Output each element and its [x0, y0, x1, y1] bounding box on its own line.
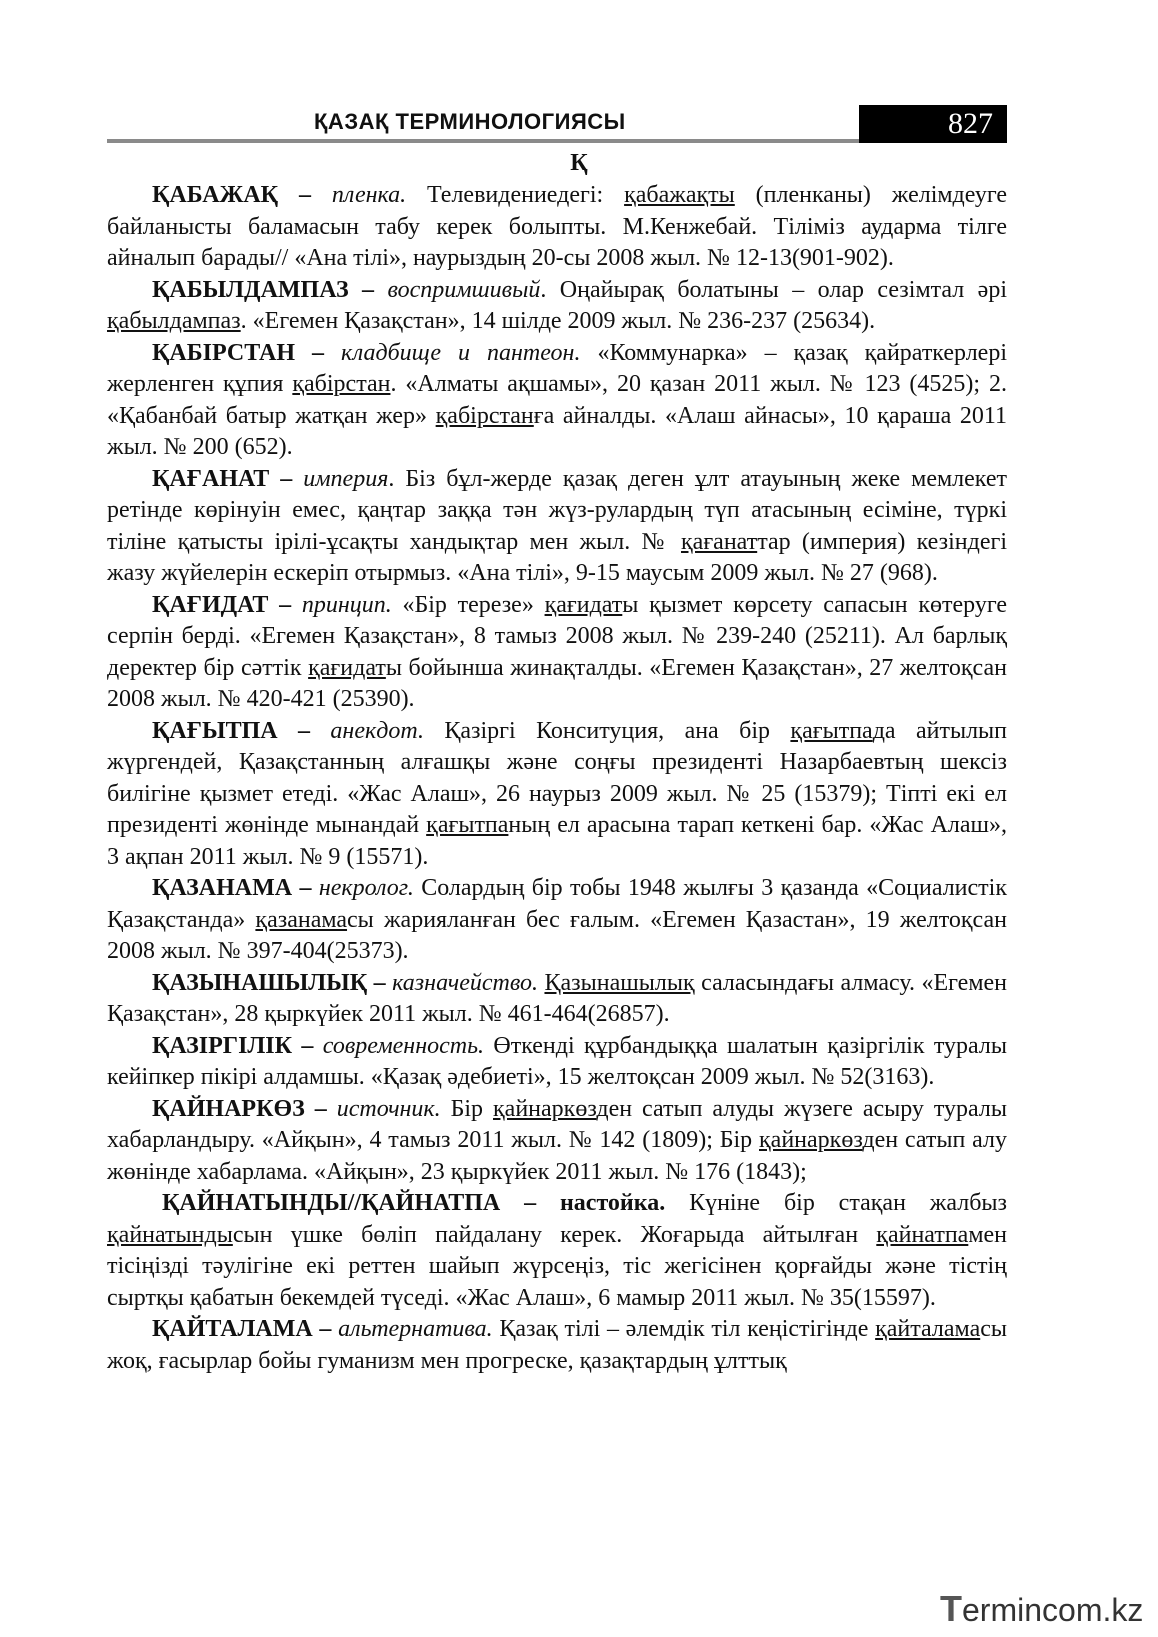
underlined-term-usage: қағытпа — [790, 717, 873, 744]
dictionary-entry — [107, 1314, 1007, 1377]
entry-dash: – — [292, 1032, 323, 1059]
entry-term: ҚАҒЫТПА — [152, 717, 278, 744]
entry-text: «Коммунарка» – қазақ қайраткерлері жерленген құпия — [107, 339, 1008, 397]
entry-term: ҚАЗІРГІЛІК — [152, 1032, 293, 1059]
entry-translation: некролог. — [318, 875, 414, 901]
entry-dash: – — [269, 465, 304, 492]
dictionary-entry — [107, 968, 1007, 1031]
entry-translation: воспримшивый — [387, 276, 541, 303]
entry-dash: – — [277, 717, 331, 744]
underlined-term-usage: қабажақты — [624, 182, 735, 208]
header-rule — [107, 139, 859, 143]
underlined-term-usage: қабірстан — [435, 402, 534, 429]
entry-text: «Бір терезе» — [391, 591, 545, 618]
running-title: ҚАЗАҚ ТЕРМИНОЛОГИЯСЫ — [314, 109, 626, 134]
page-number: 827 — [948, 107, 993, 140]
entry-term: ҚАҒАНАТ — [152, 465, 270, 492]
entry-text: Телевидениедегі: — [406, 182, 625, 208]
underlined-term-usage: Қазынашылық — [544, 969, 695, 996]
entry-term: ҚАЙНАТЫНДЫ//ҚАЙНАТПА — [162, 1190, 501, 1216]
entry-dash: – — [292, 875, 319, 901]
dictionary-entry — [107, 873, 1007, 968]
entry-term: ҚАБІРСТАН — [152, 339, 296, 366]
termincom-logo — [940, 1588, 1144, 1629]
entry-dash: – — [268, 591, 302, 618]
dictionary-entry — [107, 338, 1007, 464]
dictionary-entry — [107, 1031, 1007, 1094]
page-header — [107, 105, 1007, 147]
entry-translation: анекдот. — [330, 717, 424, 744]
entry-translation: источник. — [336, 1095, 441, 1122]
entry-translation: казначейство. — [392, 969, 538, 996]
entry-text: Солардың бір тобы 1948 жылғы 3 қазанда «Социалистік Қазақстанда» — [107, 875, 1007, 933]
entry-text: ы қызмет көрсету сапасын көтеруге серпін берді. «Егемен Қазақстан», 8 тамыз 2008 жыл. № 239-240 (25211). Ал барлық деректер бір сәттік — [107, 591, 1008, 681]
entry-term: ҚАЙТАЛАМА — [152, 1316, 313, 1342]
underlined-term-usage: қазанама — [255, 906, 348, 933]
entry-text: ы бойынша жинақталды. «Егемен Қазақстан», 27 желтоқсан 2008 жыл. № 420-421 (25390). — [107, 654, 1007, 712]
dictionary-entries — [107, 180, 1007, 1377]
entry-term: ҚАЗАНАМА — [152, 875, 293, 901]
entry-text: Бір — [440, 1095, 493, 1122]
underlined-term-usage: қайнаркөз — [493, 1095, 597, 1122]
entry-term: ҚАБАЖАҚ — [152, 182, 279, 208]
entry-dash: – — [500, 1190, 560, 1216]
entry-text: (пленканы) желімдеуге байланысты баламасын табу керек болыпты. М.Кенжебай. Тіліміз аударма тілге айналып барады// «Ана тілі», наурыздың 20-сы 2008 жыл. № 12-13(901-902). — [107, 182, 1007, 271]
dictionary-entry — [107, 590, 1007, 716]
entry-translation: настойка. — [559, 1190, 666, 1216]
entry-term: ҚАЙНАРКӨЗ — [152, 1095, 305, 1122]
dictionary-entry — [107, 464, 1007, 590]
entry-text: Қазақ тілі – әлемдік тіл кеңістігінде — [492, 1316, 876, 1342]
entry-text: тар (империя) кезіндегі жазу жүйелерін ескеріп отырмыз. «Ана тілі», 9-15 маусым 2009 жыл. № 27 (968). — [107, 528, 1007, 586]
entry-text: . «Алматы ақшамы», 20 қазан 2011 жыл. № 123 (4525); 2. «Қабанбай батыр жатқан жер» — [107, 371, 1008, 429]
entry-text: мен тісіңізді тәулігіне екі реттен шайып жүрсеңіз, тіс жегісінен қорғайды және тістің сыртқы қабатын бекемдей түседі. «Жас Алаш», 6 мамыр 2011 жыл. № 35(15597). — [107, 1221, 1007, 1311]
entry-dash: – — [348, 276, 388, 303]
dictionary-entry — [107, 275, 1007, 338]
underlined-term-usage: қабылдампаз — [107, 308, 241, 334]
dictionary-entry — [107, 716, 1007, 874]
entry-translation: пленка. — [331, 182, 407, 208]
section-letter: Қ — [570, 150, 588, 176]
entry-text: Күніне бір стақан жалбыз — [665, 1190, 1008, 1216]
entry-text: Қазіргі Конситуция, ана бір — [423, 717, 791, 744]
entry-term: ҚАҒИДАТ — [152, 591, 269, 618]
logo-text-part1: erminc — [962, 1592, 1059, 1628]
entry-translation: альтернатива. — [338, 1316, 493, 1342]
underlined-term-usage: қайнаркөз — [759, 1127, 863, 1153]
entry-translation: кладбище и пантеон. — [341, 339, 581, 366]
underlined-term-usage: қағидат — [308, 654, 386, 681]
underlined-term-usage: қайнатынды — [107, 1221, 233, 1248]
underlined-term-usage: қайталама — [875, 1316, 981, 1342]
underlined-term-usage: қағидат — [544, 591, 623, 618]
logo-letter-t: T — [940, 1588, 962, 1629]
entry-text: . Оңайырақ болатыны – олар сезімтал әрі — [540, 276, 1007, 303]
entry-text: да айтылып жүргендей, Қазақстанның алғашқы және соңғы президенті Назарбаевтың шексіз билігіне қызмет етеді. «Жас Алаш», 26 наурыз 2009 жыл. № 25 (15379); Тіпті екі ел президенті жөнінде мынандай — [107, 717, 1008, 838]
logo-text-part3: m.kz — [1075, 1592, 1144, 1628]
entry-translation: современность. — [322, 1032, 485, 1059]
entry-text: ның ел арасына тарап кеткені бар. «Жас Алаш», 3 ақпан 2011 жыл. № 9 (15571). — [107, 812, 1008, 870]
underlined-term-usage: қағанат — [681, 528, 758, 555]
entry-term: ҚАБЫЛДАМПАЗ — [152, 276, 349, 303]
entry-text: Өткенді құрбандыққа шалатын қазіргілік туралы кейіпкер пікірі алдамшы. «Қазақ әдебиеті», 15 желтоқсан 2009 жыл. № 52(3163). — [107, 1032, 1008, 1090]
entry-translation: империя — [303, 465, 389, 492]
entry-dash: – — [367, 969, 393, 996]
entry-text: ден сатып алу жөнінде хабарлама. «Айқын», 23 қыркүйек 2011 жыл. № 176 (1843); — [107, 1127, 1008, 1185]
dictionary-entry — [107, 180, 1007, 275]
entry-dash: – — [312, 1316, 339, 1342]
entry-text: ға айналды. «Алаш айнасы», 10 қараша 2011 жыл. № 200 (652). — [107, 402, 1007, 460]
logo-text-part2: o — [1058, 1592, 1076, 1628]
entry-text: сы жарияланған бес ғалым. «Егемен Қазастан», 19 желтоқсан 2008 жыл. № 397-404(25373). — [107, 906, 1007, 964]
entry-text: саласындағы алмасу. «Егемен Қазақстан», 28 қыркүйек 2011 жыл. № 461-464(26857). — [107, 969, 1007, 1027]
dictionary-entry — [107, 1188, 1007, 1314]
entry-dash: – — [304, 1095, 337, 1122]
entry-text: . «Егемен Қазақстан», 14 шілде 2009 жыл. № 236-237 (25634). — [240, 308, 876, 334]
entry-translation: принцип. — [301, 591, 392, 618]
underlined-term-usage: қабірстан — [292, 371, 391, 397]
dictionary-entry — [107, 1094, 1007, 1189]
entry-text: ден сатып алуды жүзеге асыру туралы хабарландыру. «Айқын», 4 тамыз 2011 жыл. № 142 (1809); Бір — [107, 1095, 1008, 1153]
underlined-term-usage: қайнатпа — [876, 1221, 969, 1248]
entry-text: . Біз бұл-жерде қазақ деген ұлт атауының жеке мемлекет ретінде көрінуін емес, қаңтар заққа тән жүз-рулардың түп атасының есіміне, түркі тіліне қатысты ірілі-ұсақты хандықтар мен жыл. № — [107, 465, 1007, 555]
entry-text: сы жоқ, ғасырлар бойы гуманизм мен прогреске, қазақтардың ұлттық — [107, 1316, 1007, 1374]
entry-dash: – — [278, 182, 332, 208]
page-number-box — [859, 105, 1007, 143]
entry-text: сын үшке бөліп пайдалану керек. Жоғарыда айтылған — [232, 1221, 877, 1248]
underlined-term-usage: қағытпа — [426, 812, 509, 838]
entry-dash: – — [295, 339, 341, 366]
entry-term: ҚАЗЫНАШЫЛЫҚ — [152, 969, 368, 996]
